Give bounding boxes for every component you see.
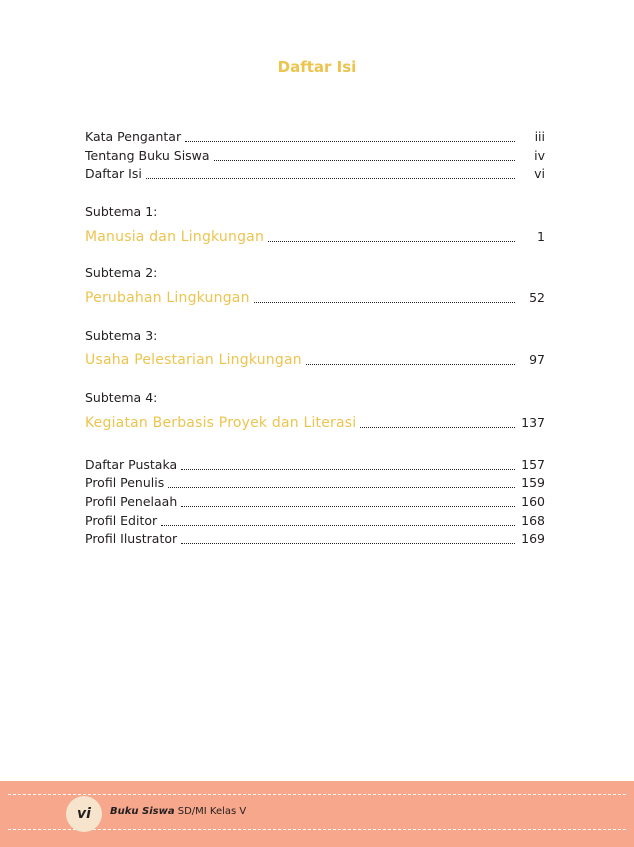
toc-entry-subtheme-1[interactable] [85, 227, 545, 247]
toc-entry-label: Profil Ilustrator [85, 531, 178, 546]
subtheme-heading: Subtema 4: [85, 390, 158, 405]
subtheme-heading: Subtema 1: [85, 204, 158, 219]
dot-leader [161, 525, 515, 526]
toc-entry-page: iii [534, 129, 545, 144]
toc-entry-label: Tentang Buku Siswa [85, 148, 210, 163]
page-number: vi [77, 806, 91, 822]
toc-entry-page: vi [534, 166, 545, 181]
toc-entry-subtheme-2[interactable] [85, 288, 545, 308]
toc-entry-tentang-buku-siswa[interactable] [85, 147, 545, 165]
dot-leader [168, 487, 515, 488]
toc-entry-page: 169 [521, 531, 545, 546]
toc-entry-subtheme-4[interactable] [85, 413, 545, 433]
dot-leader [306, 364, 515, 365]
toc-entry-profil-ilustrator[interactable] [85, 530, 545, 548]
toc-entry-page: 160 [521, 494, 545, 509]
dot-leader [181, 543, 515, 544]
toc-entry-label: Kegiatan Berbasis Proyek dan Literasi [85, 415, 357, 431]
dot-leader [181, 506, 515, 507]
toc-entry-label: Profil Penulis [85, 475, 165, 490]
footer-dashed-line-top [8, 794, 626, 795]
dot-leader [214, 160, 515, 161]
toc-entry-subtheme-3[interactable] [85, 350, 545, 370]
toc-entry-page: 157 [521, 457, 545, 472]
toc-entry-page: 137 [521, 415, 545, 430]
dot-leader [268, 241, 515, 242]
toc-entry-label: Daftar Pustaka [85, 457, 178, 472]
toc-entry-daftar-pustaka[interactable] [85, 456, 545, 474]
footer-book-title [110, 806, 246, 817]
toc-entry-kata-pengantar[interactable] [85, 128, 545, 146]
subtheme-heading: Subtema 2: [85, 265, 158, 280]
toc-entry-profil-penulis[interactable] [85, 474, 545, 492]
toc-entry-profil-editor[interactable] [85, 512, 545, 530]
toc-entry-label: Daftar Isi [85, 166, 142, 181]
toc-entry-page: 52 [529, 290, 545, 305]
toc-entry-label: Usaha Pelestarian Lingkungan [85, 352, 302, 368]
dot-leader [185, 141, 515, 142]
toc-entry-page: 97 [529, 352, 545, 367]
footer-book-name: Buku Siswa [110, 806, 175, 817]
dot-leader [254, 302, 515, 303]
page-number-badge [66, 796, 102, 832]
dot-leader [181, 469, 515, 470]
footer-book-level: SD/MI Kelas V [177, 806, 247, 817]
subtheme-heading: Subtema 3: [85, 328, 158, 343]
toc-entry-page: iv [534, 148, 545, 163]
toc-entry-label: Perubahan Lingkungan [85, 290, 250, 306]
toc-entry-label: Kata Pengantar [85, 129, 182, 144]
toc-entry-label: Profil Editor [85, 513, 158, 528]
dot-leader [146, 178, 515, 179]
footer-dashed-line-bottom [8, 829, 626, 830]
toc-entry-page: 159 [521, 475, 545, 490]
toc-entry-page: 168 [521, 513, 545, 528]
page-title: Daftar Isi [277, 58, 357, 76]
toc-entry-page: 1 [537, 229, 545, 244]
toc-entry-profil-penelaah[interactable] [85, 493, 545, 511]
toc-entry-label: Manusia dan Lingkungan [85, 229, 265, 245]
dot-leader [360, 427, 515, 428]
toc-entry-daftar-isi[interactable] [85, 165, 545, 183]
toc-entry-label: Profil Penelaah [85, 494, 178, 509]
